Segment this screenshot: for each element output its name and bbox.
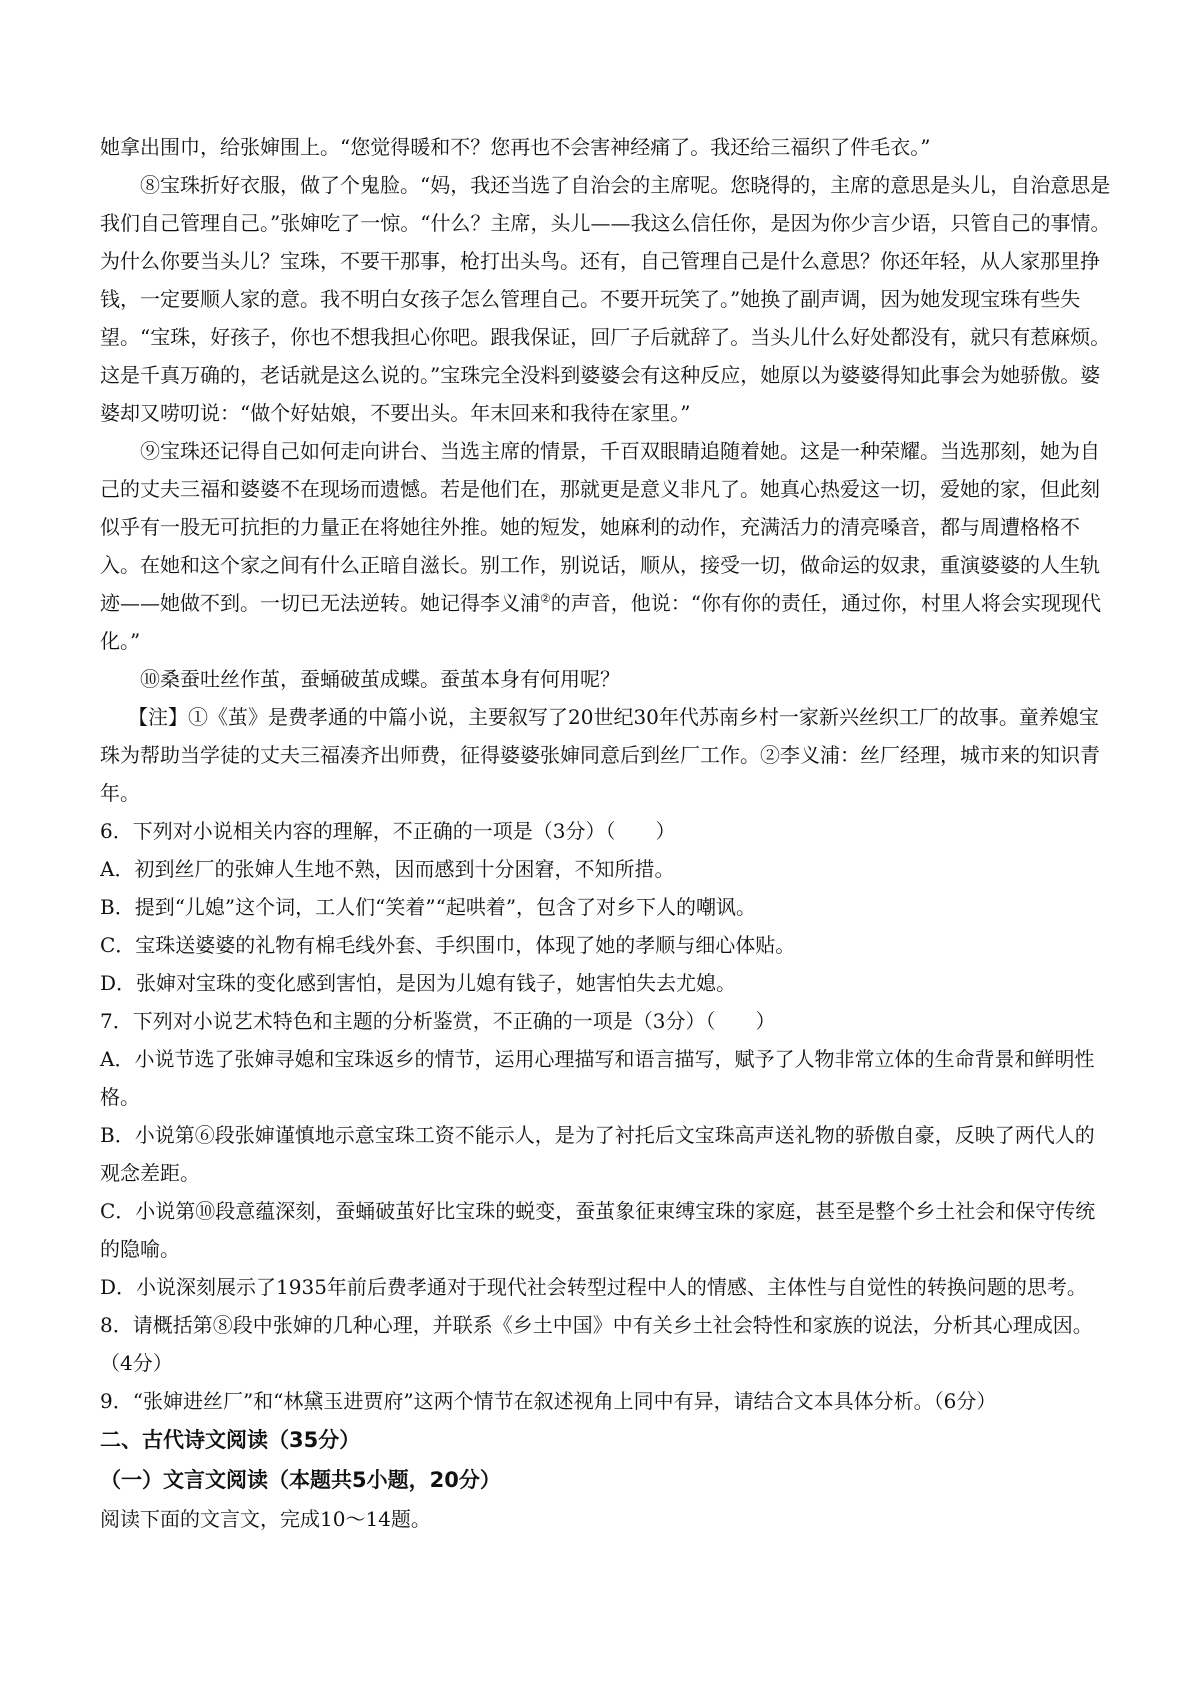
question-9: 9．“张婶进丝厂”和“林黛玉进贾府”这两个情节在叙述视角上同中有异，请结合文本具体分析。（6分） — [100, 1389, 997, 1413]
question-6-option-b: B．提到“儿媳”这个词，工人们“笑着”“起哄着”，包含了对乡下人的嘲讽。 — [100, 895, 757, 919]
section-2-subtitle: （一）文言文阅读（本题共5小题，20分） — [100, 1468, 501, 1492]
paragraph-continued: 她拿出围巾，给张婶围上。“您觉得暖和不？您再也不会害神经痛了。我还给三福织了件毛衣。” — [100, 135, 931, 159]
question-7-option-b: B．小说第⑥段张婶谨慎地示意宝珠工资不能示人，是为了衬托后文宝珠高声送礼物的骄傲自豪，反映了两代人的观念差距。 — [100, 1123, 1095, 1185]
question-6-option-c: C．宝珠送婆婆的礼物有棉毛线外套、手织围巾，体现了她的孝顺与细心体贴。 — [100, 933, 796, 957]
section-2-instruction: 阅读下面的文言文，完成10～14题。 — [100, 1507, 431, 1531]
paragraph-8: ⑧宝珠折好衣服，做了个鬼脸。“妈，我还当选了自治会的主席呢。您晓得的，主席的意思是头儿，自治意思是我们自己管理自己。”张婶吃了一惊。“什么？主席，头儿——我这么信任你，是因为你少言少语，只管自己的事情。为什么你要当头儿？宝珠，不要干那事，枪打出头鸟。还有，自己管理自己是什么意思？你还年轻，从人家那里挣钱，一定要顺人家的意。我不明白女孩子怎么管理自己。不要开玩笑了。”她换了副声调，因为她发现宝珠有些失望。“宝珠，好孩子，你也不想我担心你吧。跟我保证，回厂子后就辞了。当头儿什么好处都没有，就只有惹麻烦。这是千真万确的，老话就是这么说的。”宝珠完全没料到婆婆会有这种反应，她原以为婆婆得知此事会为她骄傲。婆婆却又唠叨说：“做个好姑娘，不要出头。年末回来和我待在家里。” — [100, 173, 1111, 425]
question-6-stem: 6．下列对小说相关内容的理解，不正确的一项是（3分）（ ） — [100, 819, 676, 843]
footnote: 【注】①《茧》是费孝通的中篇小说，主要叙写了20世纪30年代苏南乡村一家新兴丝织工厂的故事。童养媳宝珠为帮助当学徒的丈夫三福凑齐出师费，征得婆婆张婶同意后到丝厂工作。②李义浦：丝厂经理，城市来的知识青年。 — [100, 705, 1100, 805]
question-7-option-d: D．小说深刻展示了1935年前后费孝通对于现代社会转型过程中人的情感、主体性与自觉性的转换问题的思考。 — [100, 1275, 1087, 1299]
paragraph-9-text-b: 的声音，他说：“你有你的责任，通过你，村里人将会实现现代化。” — [100, 591, 1101, 653]
footnote-ref-2: ② — [540, 591, 551, 606]
question-7-stem: 7．下列对小说艺术特色和主题的分析鉴赏，不正确的一项是（3分）（ ） — [100, 1009, 776, 1033]
question-8: 8．请概括第⑧段中张婶的几种心理，并联系《乡土中国》中有关乡土社会特性和家族的说法，分析其心理成因。（4分） — [100, 1313, 1093, 1375]
section-2-title: 二、古代诗文阅读（35分） — [100, 1428, 361, 1452]
paragraph-9 — [100, 432, 1112, 660]
paragraph-10: ⑩桑蚕吐丝作茧，蚕蛹破茧成蝶。蚕茧本身有何用呢？ — [140, 667, 620, 691]
question-6-option-d: D．张婶对宝珠的变化感到害怕，是因为儿媳有钱子，她害怕失去尤媳。 — [100, 971, 737, 995]
question-6-option-a: A．初到丝厂的张婶人生地不熟，因而感到十分困窘，不知所措。 — [100, 857, 675, 881]
paragraph-9-text-a: ⑨宝珠还记得自己如何走向讲台、当选主席的情景，千百双眼睛追随着她。这是一种荣耀。当选那刻，她为自己的丈夫三福和婆婆不在现场而遗憾。若是他们在，那就更是意义非凡了。她真心热爱这一切，爱她的家，但此刻似乎有一股无可抗拒的力量正在将她往外推。她的短发，她麻利的动作，充满活力的清亮嗓音，都与周遭格格不入。在她和这个家之间有什么正暗自滋长。别工作，别说话，顺从，接受一切，做命运的奴隶，重演婆婆的人生轨迹——她做不到。一切已无法逆转。她记得李义浦 — [100, 439, 1100, 615]
exam-content — [100, 128, 1112, 1538]
question-7-option-c: C．小说第⑩段意蕴深刻，蚕蛹破茧好比宝珠的蜕变，蚕茧象征束缚宝珠的家庭，甚至是整个乡土社会和保守传统的隐喻。 — [100, 1199, 1096, 1261]
question-7-option-a: A．小说节选了张婶寻媳和宝珠返乡的情节，运用心理描写和语言描写，赋予了人物非常立体的生命背景和鲜明性格。 — [100, 1047, 1095, 1109]
